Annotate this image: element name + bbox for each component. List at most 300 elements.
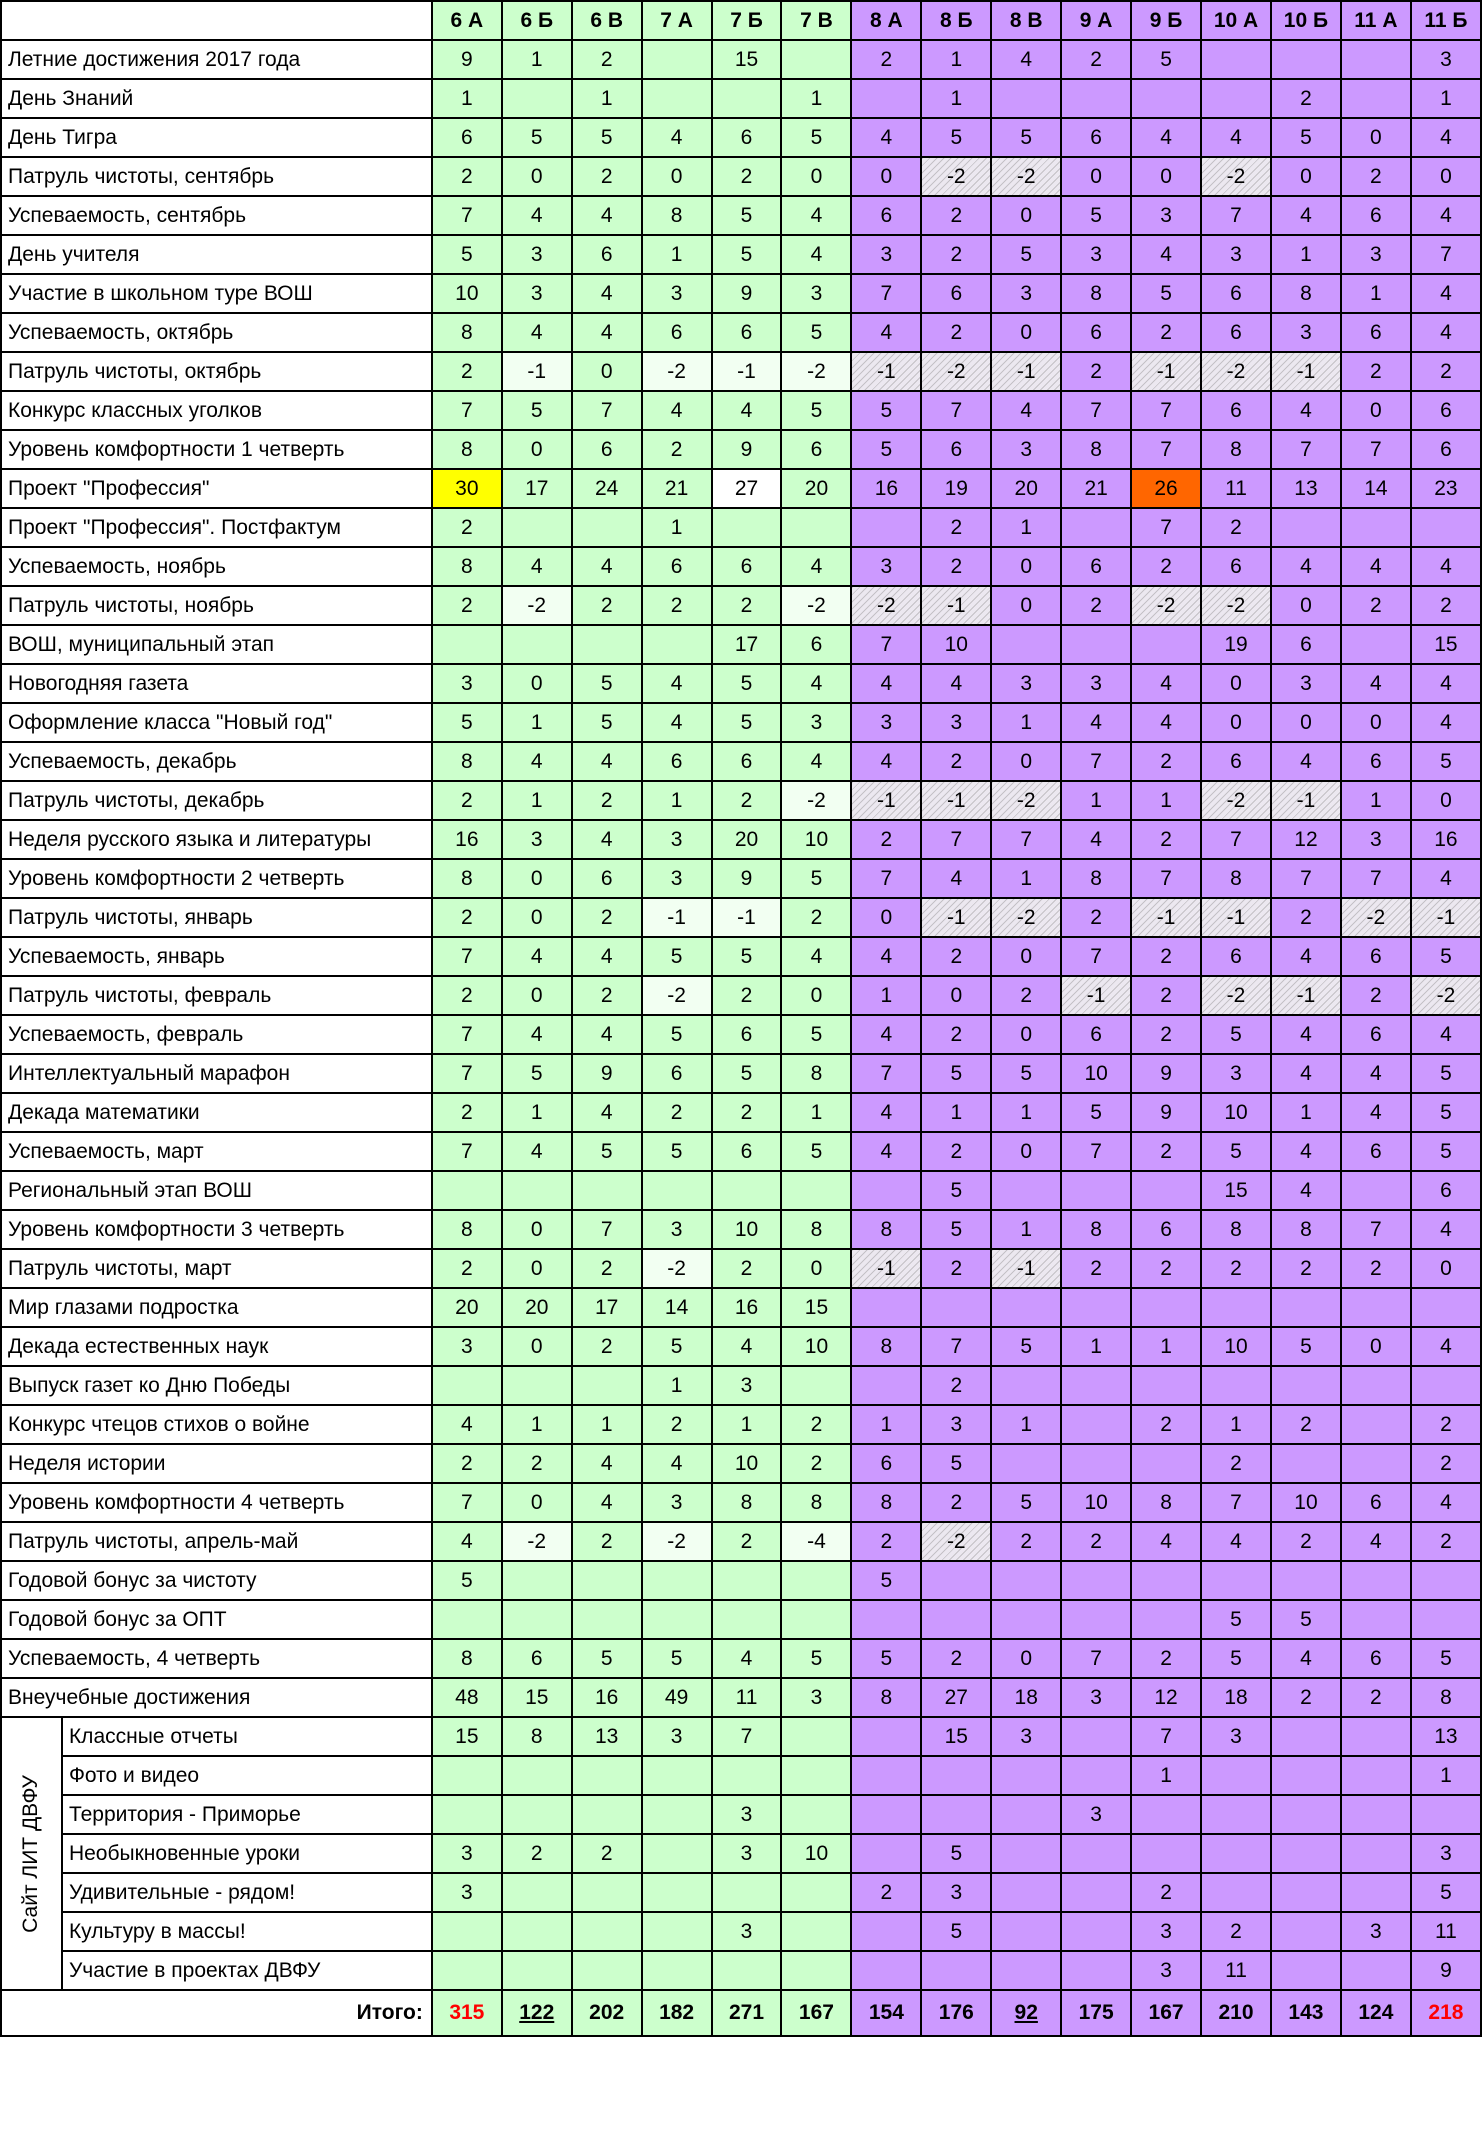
table-cell: 4: [1131, 664, 1201, 703]
table-cell: 6: [1061, 1015, 1131, 1054]
table-cell: -2: [921, 352, 991, 391]
table-cell: 1: [921, 79, 991, 118]
table-cell: 2: [921, 937, 991, 976]
table-cell: [502, 1795, 572, 1834]
table-cell: 0: [991, 742, 1061, 781]
table-cell: 5: [572, 1639, 642, 1678]
table-cell: 4: [851, 1093, 921, 1132]
table-cell: 3: [921, 1405, 991, 1444]
table-cell: [432, 1912, 502, 1951]
table-row: [1, 1015, 1481, 1054]
table-cell: 2: [851, 1873, 921, 1912]
table-cell: 2: [1201, 1912, 1271, 1951]
table-cell: 3: [781, 274, 851, 313]
table-cell: 7: [432, 937, 502, 976]
row-label: Выпуск газет ко Дню Победы: [1, 1366, 432, 1405]
table-cell: 49: [642, 1678, 712, 1717]
table-cell: 2: [712, 976, 782, 1015]
table-cell: 2: [1411, 1405, 1481, 1444]
table-cell: [1341, 1405, 1411, 1444]
table-cell: 3: [1061, 664, 1131, 703]
table-cell: 0: [502, 1210, 572, 1249]
table-cell: 2: [1341, 1249, 1411, 1288]
table-cell: 2: [1061, 40, 1131, 79]
table-cell: [712, 79, 782, 118]
table-cell: [781, 1951, 851, 1990]
total-row: [1, 1990, 1481, 2036]
table-cell: [991, 79, 1061, 118]
table-cell: [642, 79, 712, 118]
table-cell: [1271, 1873, 1341, 1912]
table-row: [1, 1600, 1481, 1639]
table-cell: [991, 1288, 1061, 1327]
table-cell: -1: [642, 898, 712, 937]
table-cell: 6: [1131, 1210, 1201, 1249]
row-label: Успеваемость, октябрь: [1, 313, 432, 352]
table-cell: 16: [572, 1678, 642, 1717]
table-cell: 4: [572, 1015, 642, 1054]
table-cell: 5: [851, 1561, 921, 1600]
total-cell: 182: [642, 1990, 712, 2036]
table-cell: [1341, 1717, 1411, 1756]
table-cell: [851, 1756, 921, 1795]
row-label: День Тигра: [1, 118, 432, 157]
table-cell: [642, 1600, 712, 1639]
table-cell: -2: [781, 586, 851, 625]
table-cell: 9: [572, 1054, 642, 1093]
table-cell: 4: [1411, 1015, 1481, 1054]
table-cell: 2: [1131, 1873, 1201, 1912]
table-cell: 0: [502, 1249, 572, 1288]
table-cell: 0: [1271, 586, 1341, 625]
table-cell: -2: [991, 781, 1061, 820]
table-cell: 6: [712, 547, 782, 586]
table-cell: [1341, 1795, 1411, 1834]
table-cell: 4: [432, 1405, 502, 1444]
table-cell: -2: [1201, 352, 1271, 391]
table-cell: 7: [432, 1483, 502, 1522]
table-cell: 2: [572, 1522, 642, 1561]
total-cell: 122: [502, 1990, 572, 2036]
table-row: [1, 664, 1481, 703]
table-cell: [712, 1873, 782, 1912]
table-cell: [851, 1171, 921, 1210]
table-cell: 2: [712, 157, 782, 196]
table-cell: -1: [851, 352, 921, 391]
table-cell: [1271, 1912, 1341, 1951]
table-cell: 7: [1131, 430, 1201, 469]
table-cell: -1: [1271, 352, 1341, 391]
table-cell: -2: [851, 586, 921, 625]
table-cell: -2: [642, 976, 712, 1015]
table-cell: 0: [1341, 1327, 1411, 1366]
table-cell: 2: [1271, 1405, 1341, 1444]
table-row: [1, 274, 1481, 313]
table-cell: 15: [921, 1717, 991, 1756]
table-cell: 4: [572, 1093, 642, 1132]
table-cell: 4: [1411, 1483, 1481, 1522]
table-cell: 2: [642, 1093, 712, 1132]
table-cell: 5: [781, 1015, 851, 1054]
table-cell: 0: [851, 898, 921, 937]
table-cell: 18: [991, 1678, 1061, 1717]
table-cell: 3: [781, 1678, 851, 1717]
row-label: Патруль чистоты, апрель-май: [1, 1522, 432, 1561]
table-cell: [781, 1171, 851, 1210]
table-cell: 4: [502, 313, 572, 352]
table-cell: [1131, 1561, 1201, 1600]
table-cell: 27: [921, 1678, 991, 1717]
table-cell: 5: [572, 703, 642, 742]
table-cell: 2: [1411, 586, 1481, 625]
table-cell: -2: [781, 352, 851, 391]
table-cell: 5: [991, 1327, 1061, 1366]
table-cell: [1061, 1873, 1131, 1912]
table-cell: 4: [921, 859, 991, 898]
table-cell: -4: [781, 1522, 851, 1561]
table-cell: 2: [1411, 352, 1481, 391]
table-cell: 10: [1271, 1483, 1341, 1522]
table-cell: [851, 1795, 921, 1834]
table-cell: 6: [642, 1054, 712, 1093]
table-cell: 7: [1341, 430, 1411, 469]
table-cell: [851, 1951, 921, 1990]
table-cell: 48: [432, 1678, 502, 1717]
table-cell: [781, 1873, 851, 1912]
table-cell: 3: [642, 820, 712, 859]
table-cell: [1201, 1834, 1271, 1873]
table-cell: 5: [921, 1210, 991, 1249]
total-cell: 167: [1131, 1990, 1201, 2036]
row-label: Фото и видео: [62, 1756, 432, 1795]
table-cell: [1341, 1366, 1411, 1405]
table-cell: 3: [1061, 1678, 1131, 1717]
table-cell: [991, 1561, 1061, 1600]
table-cell: [642, 1834, 712, 1873]
table-cell: 3: [432, 664, 502, 703]
table-cell: 16: [851, 469, 921, 508]
table-cell: 3: [642, 1483, 712, 1522]
table-cell: [1131, 1288, 1201, 1327]
table-cell: -2: [1411, 976, 1481, 1015]
table-cell: [1201, 1756, 1271, 1795]
table-cell: [781, 508, 851, 547]
table-cell: 4: [1201, 118, 1271, 157]
table-cell: 15: [502, 1678, 572, 1717]
table-cell: 0: [572, 352, 642, 391]
table-cell: 11: [1201, 469, 1271, 508]
table-cell: [502, 508, 572, 547]
table-cell: [1131, 79, 1201, 118]
table-cell: 1: [1061, 1327, 1131, 1366]
table-cell: [921, 1600, 991, 1639]
table-cell: 2: [712, 781, 782, 820]
table-cell: 2: [1201, 1444, 1271, 1483]
table-row: [1, 118, 1481, 157]
row-label: Участие в школьном туре ВОШ: [1, 274, 432, 313]
table-cell: 5: [1061, 1093, 1131, 1132]
table-cell: 11: [712, 1678, 782, 1717]
table-cell: 17: [572, 1288, 642, 1327]
table-cell: -1: [1061, 976, 1131, 1015]
table-row: [1, 1912, 1481, 1951]
table-cell: 2: [572, 1327, 642, 1366]
table-cell: 3: [712, 1834, 782, 1873]
table-cell: 8: [1411, 1678, 1481, 1717]
column-header: 7 А: [642, 1, 712, 40]
table-cell: 4: [502, 1132, 572, 1171]
table-cell: -2: [642, 1522, 712, 1561]
row-label: Годовой бонус за ОПТ: [1, 1600, 432, 1639]
table-cell: 4: [1061, 703, 1131, 742]
table-cell: 8: [1201, 430, 1271, 469]
table-cell: [572, 1171, 642, 1210]
table-cell: 3: [1061, 1795, 1131, 1834]
table-cell: 2: [921, 235, 991, 274]
table-cell: [1201, 1795, 1271, 1834]
table-cell: 2: [432, 352, 502, 391]
table-cell: -1: [1131, 352, 1201, 391]
table-cell: 4: [712, 391, 782, 430]
column-header: 8 В: [991, 1, 1061, 40]
table-cell: [1131, 1795, 1201, 1834]
table-cell: 7: [921, 820, 991, 859]
table-cell: 1: [642, 781, 712, 820]
table-cell: 4: [642, 118, 712, 157]
table-cell: [1061, 1834, 1131, 1873]
table-cell: [1201, 1366, 1271, 1405]
table-cell: -2: [502, 1522, 572, 1561]
table-cell: [712, 508, 782, 547]
table-cell: 5: [1271, 118, 1341, 157]
table-cell: 2: [432, 781, 502, 820]
table-cell: -1: [851, 781, 921, 820]
table-cell: [1061, 1600, 1131, 1639]
table-cell: 2: [1341, 586, 1411, 625]
table-cell: 0: [502, 430, 572, 469]
table-row: [1, 1210, 1481, 1249]
table-cell: 0: [1271, 157, 1341, 196]
table-row: [1, 391, 1481, 430]
table-cell: 7: [1061, 742, 1131, 781]
table-cell: [781, 1600, 851, 1639]
table-cell: 13: [572, 1717, 642, 1756]
table-row: [1, 1171, 1481, 1210]
table-cell: 4: [781, 547, 851, 586]
table-cell: 2: [432, 1093, 502, 1132]
table-cell: 2: [921, 1483, 991, 1522]
table-cell: 4: [572, 820, 642, 859]
table-cell: [642, 1561, 712, 1600]
table-cell: 6: [1341, 196, 1411, 235]
table-cell: 6: [1061, 547, 1131, 586]
row-label: Участие в проектах ДВФУ: [62, 1951, 432, 1990]
table-cell: 2: [991, 976, 1061, 1015]
table-cell: 4: [781, 742, 851, 781]
table-cell: [921, 1795, 991, 1834]
table-cell: -1: [1271, 781, 1341, 820]
table-cell: 8: [1061, 859, 1131, 898]
table-cell: 30: [432, 469, 502, 508]
total-cell: 143: [1271, 1990, 1341, 2036]
row-label: Уровень комфортности 2 четверть: [1, 859, 432, 898]
table-cell: [1271, 508, 1341, 547]
table-cell: 2: [1131, 937, 1201, 976]
table-cell: 4: [1341, 1093, 1411, 1132]
header-corner-cell: [1, 1, 432, 40]
table-cell: 3: [851, 235, 921, 274]
table-cell: 7: [851, 274, 921, 313]
table-cell: [851, 79, 921, 118]
table-cell: 3: [1271, 664, 1341, 703]
table-cell: 5: [991, 235, 1061, 274]
table-cell: [1201, 79, 1271, 118]
table-cell: -2: [642, 352, 712, 391]
table-cell: 27: [712, 469, 782, 508]
table-cell: 5: [781, 859, 851, 898]
table-cell: 5: [921, 118, 991, 157]
table-row: [1, 1327, 1481, 1366]
row-label: Внеучебные достижения: [1, 1678, 432, 1717]
table-row: [1, 1873, 1481, 1912]
table-cell: 3: [1411, 1834, 1481, 1873]
table-cell: 4: [572, 1483, 642, 1522]
table-cell: 2: [1061, 1249, 1131, 1288]
row-label: Оформление класса "Новый год": [1, 703, 432, 742]
table-cell: 9: [712, 274, 782, 313]
table-cell: -1: [1131, 898, 1201, 937]
table-cell: 8: [851, 1678, 921, 1717]
table-cell: [1131, 625, 1201, 664]
table-row: [1, 79, 1481, 118]
table-cell: 8: [712, 1483, 782, 1522]
table-cell: [1201, 40, 1271, 79]
table-cell: [572, 1951, 642, 1990]
table-cell: 11: [1201, 1951, 1271, 1990]
table-cell: 10: [712, 1210, 782, 1249]
total-cell: 176: [921, 1990, 991, 2036]
table-cell: 1: [1131, 781, 1201, 820]
column-header: 9 Б: [1131, 1, 1201, 40]
table-cell: 7: [1061, 937, 1131, 976]
table-cell: 1: [851, 976, 921, 1015]
table-cell: 2: [1411, 1522, 1481, 1561]
table-cell: 4: [1201, 1522, 1271, 1561]
table-cell: 3: [502, 820, 572, 859]
table-cell: 5: [1201, 1600, 1271, 1639]
table-cell: 0: [991, 1132, 1061, 1171]
table-cell: 6: [851, 196, 921, 235]
table-cell: 3: [502, 274, 572, 313]
table-row: [1, 625, 1481, 664]
table-cell: 5: [712, 937, 782, 976]
table-cell: 5: [642, 937, 712, 976]
table-cell: -1: [921, 898, 991, 937]
table-cell: [432, 1171, 502, 1210]
table-cell: 1: [991, 703, 1061, 742]
table-cell: -2: [991, 898, 1061, 937]
table-cell: 6: [1201, 313, 1271, 352]
table-cell: 5: [432, 703, 502, 742]
table-cell: 6: [1201, 274, 1271, 313]
table-cell: 1: [1271, 1093, 1341, 1132]
row-label: Патруль чистоты, март: [1, 1249, 432, 1288]
table-cell: [781, 1795, 851, 1834]
row-label: Патруль чистоты, декабрь: [1, 781, 432, 820]
table-cell: 2: [432, 508, 502, 547]
table-cell: [1341, 1600, 1411, 1639]
column-header: 8 Б: [921, 1, 991, 40]
table-cell: 6: [1201, 391, 1271, 430]
table-cell: 1: [1411, 79, 1481, 118]
table-cell: 2: [1341, 976, 1411, 1015]
table-cell: [991, 625, 1061, 664]
table-cell: [1411, 1600, 1481, 1639]
table-cell: 10: [1201, 1093, 1271, 1132]
table-cell: 7: [921, 391, 991, 430]
table-cell: 6: [781, 430, 851, 469]
table-cell: 1: [1201, 1405, 1271, 1444]
table-cell: 3: [1131, 1951, 1201, 1990]
table-cell: 2: [1271, 1249, 1341, 1288]
table-cell: 20: [712, 820, 782, 859]
table-cell: [572, 1873, 642, 1912]
table-cell: 2: [432, 898, 502, 937]
table-cell: 8: [851, 1210, 921, 1249]
table-cell: 10: [781, 1327, 851, 1366]
table-cell: 4: [1341, 1054, 1411, 1093]
table-row: [1, 1678, 1481, 1717]
table-cell: [921, 1951, 991, 1990]
table-cell: 8: [432, 313, 502, 352]
table-cell: 5: [991, 1483, 1061, 1522]
table-cell: 3: [1201, 235, 1271, 274]
table-cell: [851, 508, 921, 547]
table-cell: [921, 1561, 991, 1600]
table-cell: 7: [851, 859, 921, 898]
table-cell: 3: [781, 703, 851, 742]
table-cell: 0: [991, 547, 1061, 586]
table-cell: 19: [921, 469, 991, 508]
table-cell: 6: [712, 742, 782, 781]
table-cell: 7: [572, 391, 642, 430]
table-cell: 5: [502, 1054, 572, 1093]
table-cell: [921, 1288, 991, 1327]
table-cell: -1: [921, 586, 991, 625]
table-cell: 7: [432, 1054, 502, 1093]
table-cell: 5: [572, 664, 642, 703]
table-cell: [572, 1366, 642, 1405]
table-cell: [1341, 508, 1411, 547]
table-cell: 3: [1061, 235, 1131, 274]
table-cell: [502, 1951, 572, 1990]
table-cell: [502, 79, 572, 118]
table-cell: 2: [1411, 1444, 1481, 1483]
total-cell: 124: [1341, 1990, 1411, 2036]
table-cell: 4: [1271, 937, 1341, 976]
table-cell: 7: [1061, 1132, 1131, 1171]
table-cell: 8: [851, 1327, 921, 1366]
table-cell: 3: [432, 1873, 502, 1912]
table-cell: [1061, 1444, 1131, 1483]
table-cell: 5: [502, 118, 572, 157]
table-row: [1, 820, 1481, 859]
table-row: [1, 781, 1481, 820]
table-cell: 4: [1271, 1639, 1341, 1678]
row-label: Декада математики: [1, 1093, 432, 1132]
table-cell: 3: [712, 1912, 782, 1951]
table-cell: -2: [502, 586, 572, 625]
